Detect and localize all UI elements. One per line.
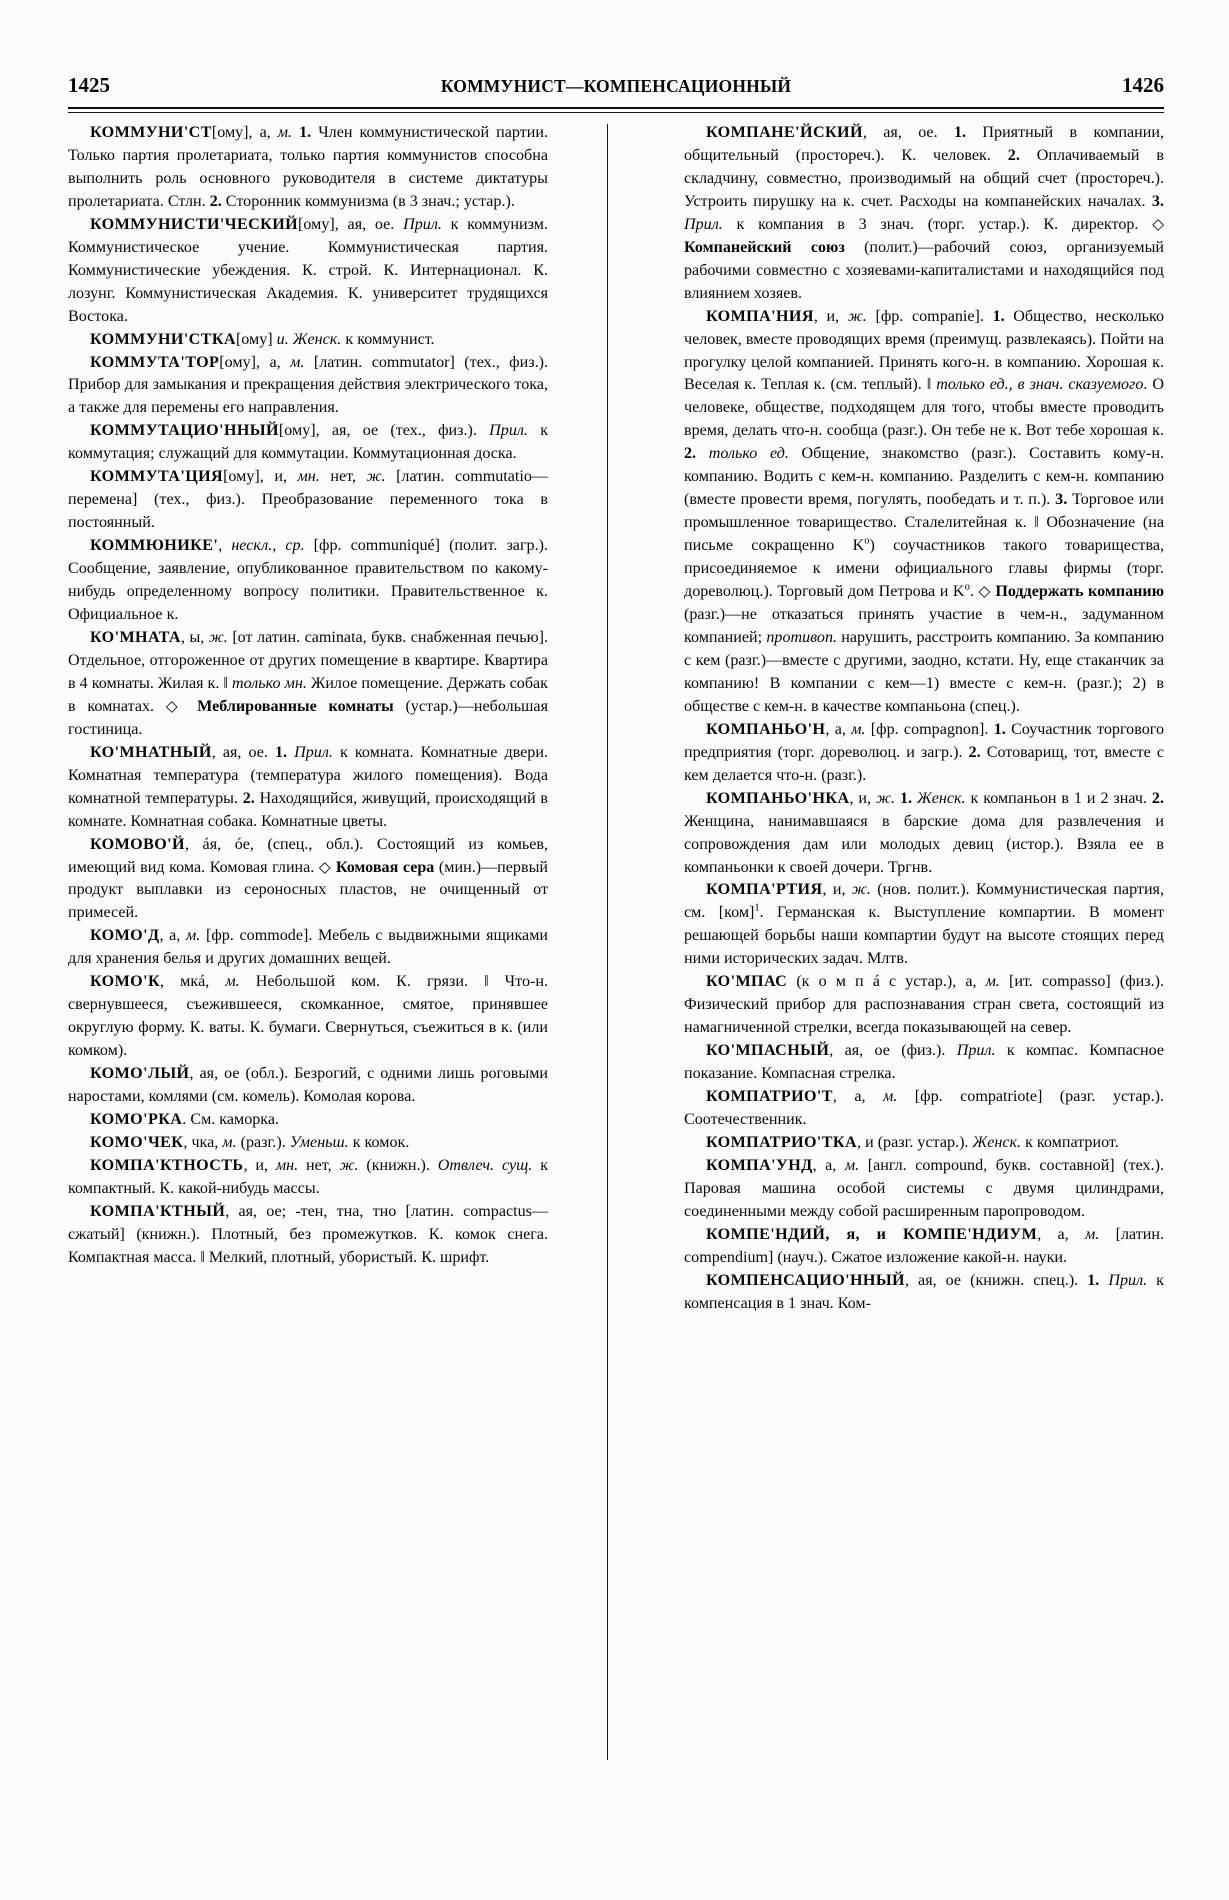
dictionary-entry: [68, 742, 548, 834]
entry-headword: КОММУТА'ТОР: [90, 353, 220, 371]
dictionary-entry: [68, 214, 548, 329]
dictionary-entry: [68, 971, 548, 1063]
entry-body: [ому], а, м. [латин. commutator] (тех., физ.). Прибор для замыкания и прекращения действия электрического тока, а также для перемены его направления.: [68, 353, 548, 417]
entry-body: (к о м п á с устар.), а, м. [ит. compasso] (физ.). Физический прибор для распознавания стран света, состоящий из намагниченной стрелки, всегда показывающей на север.: [684, 973, 1164, 1037]
entry-body: . См. каморка.: [182, 1110, 280, 1128]
entry-body: [ому], и, мн. нет, ж. [латин. commutatio—перемена] (тех., физ.). Преобразование переменного тока в постоянный.: [68, 468, 548, 532]
entry-headword: КОМПА'КТНЫЙ: [90, 1202, 226, 1220]
entry-body: , а, м. [англ. compound, букв. составной] (тех.). Паровая машина особой системы с двумя цилиндрами, соединенными между собой расширенным паропроводом.: [684, 1156, 1164, 1220]
entry-headword: КО'МНАТНЫЙ: [90, 743, 212, 761]
entry-headword: КОМПА'РТИЯ: [706, 881, 823, 899]
entry-headword: КО'МНАТА: [90, 628, 181, 646]
entry-headword: КОМПА'НИЯ: [706, 307, 814, 325]
entry-body: , нескл., ср. [фр. communiqué] (полит. загр.). Сообщение, заявление, опубликованное правительством по какому-нибудь определенному вопросу политики. Правительственное к. Официальное к.: [68, 537, 549, 624]
entry-body: , чка, м. (разг.). Уменьш. к комок.: [183, 1133, 410, 1151]
dictionary-entry: [684, 122, 1164, 306]
entry-body: , ы, ж. [от латин. caminata, букв. снабженная печью]. Отдельное, отгороженное от других помещение в квартире. Квартира в 4 комнаты. Жилая к. ‖ только мн. Жилое помещение. Держать собак в комнатах. ◇ Меблированные комнаты (устар.)—небольшая гостиница.: [68, 628, 548, 738]
running-head: КОММУНИСТ—КОМПЕНСАЦИОННЫЙ: [440, 75, 792, 96]
entry-headword: КОМПЕ'НДИЙ, я, и КОМПЕ'НДИУМ: [706, 1225, 1038, 1243]
dictionary-entry: [68, 466, 548, 535]
entry-headword: КОМПАНЬО'НКА: [706, 789, 850, 807]
entry-headword: КОМПА'КТНОСТЬ: [90, 1156, 244, 1174]
dictionary-entry: [68, 1132, 548, 1155]
entry-headword: КОММУНИ'СТ: [90, 124, 212, 141]
entry-body: [ому], ая, ое. Прил. к коммунизм. Коммунистическое учение. Коммунистическая партия. Коммунистические убеждения. К. строй. К. Интернационал. К. лозунг. Коммунистическая Академия. К. университет трудящихся Востока.: [68, 215, 548, 325]
dictionary-entry: [68, 627, 548, 742]
dictionary-entry: [684, 306, 1164, 719]
header-rule-thin: [68, 112, 1164, 113]
folio-right: 1426: [1121, 73, 1164, 97]
entry-body: , а, м. [фр. compagnon]. 1. Соучастник торгового предприятия (торг. дореволюц. и загр.). 2. Сотоварищ, тот, вместе с кем делается что-н. (разг.).: [684, 720, 1164, 784]
entry-headword: КОМО'К: [90, 973, 161, 991]
entry-headword: КОММУТАЦИО'ННЫЙ: [90, 422, 279, 440]
entry-body: , а, м. [фр. commode]. Мебель с выдвижными ящиками для хранения белья и других домашних вещей.: [68, 927, 548, 968]
dictionary-entry: [68, 122, 548, 214]
entry-body: , ая, ое; -тен, тна, тно [латин. compactus—сжатый] (книжн.). Плотный, без промежутков. К. комок снега. Компактная масса. ‖ Мелкий, плотный, убористый. К. шрифт.: [68, 1202, 548, 1266]
entry-body: , и, ж. (нов. полит.). Коммунистическая партия, см. [ком]$^1$. Германская к. Выступление компартии. В момент решающей борьбы наши компартии будут на высоте стоящих перед ними исторических задач. Млтв.: [684, 881, 1164, 968]
folio-left: 1425: [68, 73, 110, 97]
entry-headword: КОММЮНИКЕ': [90, 537, 219, 555]
entry-body: [ому], а, м. 1. Член коммунистической партии. Только партия пролетариата, только партия коммунистов способна выполнить роль основного руководителя в системе диктатуры пролетариата. Стлн. 2. Сторонник коммунизма (в 3 знач.; устар.).: [68, 124, 548, 210]
entry-headword: КОМПАТРИО'Т: [706, 1088, 833, 1106]
entry-headword: КОММУНИСТИ'ЧЕСКИЙ: [90, 215, 299, 233]
entry-body: , ая, ое. 1. Приятный в компании, общительный (простореч.). К. человек. 2. Оплачиваемый в складчину, совместно, производимый на общий счет (простореч.). Устроить пирушку на к. счет. Расходы на компанейских началах. 3. Прил. к компания в 3 знач. (торг. устар.). К. директор. ◇ Компанейский союз (полит.)—рабочий союз, организуемый рабочими совместно с хозяевами-капиталистами и находящийся под влиянием хозяев.: [684, 124, 1165, 302]
entry-headword: КОМО'РКА: [90, 1110, 183, 1128]
dictionary-entry: [684, 1270, 1164, 1316]
dictionary-entry: [684, 719, 1164, 788]
entry-body: , и, ж. 1. Женск. к компаньон в 1 и 2 знач. 2. Женщина, нанимавшаяся в барские дома для развлечения и сопровождения дам или молодых девиц (истор.). Взяла ее в компаньонки к своей дочери. Тргнв.: [684, 789, 1164, 876]
entry-body: , áя, óе, (спец., обл.). Состоящий из комьев, имеющий вид кома. Комовая глина. ◇ Комовая сера (мин.)—первый продукт выплавки из сероносных пластов, не очищенный от примесей.: [68, 835, 548, 922]
entry-body: , и (разг. устар.). Женск. к компатриот.: [857, 1133, 1119, 1151]
entry-headword: КОМО'ЧЕК: [90, 1133, 184, 1151]
dictionary-entry: [68, 1155, 548, 1201]
dictionary-entry: [684, 788, 1164, 880]
entry-body: , ая, ое (обл.). Безрогий, с одними лишь роговыми наростами, комлями (см. комель). Комолая корова.: [68, 1065, 548, 1106]
entry-headword: КОММУТА'ЦИЯ: [90, 468, 224, 486]
entry-body: , а, м. [фр. compatriote] (разг. устар.). Соотечественник.: [684, 1088, 1164, 1128]
dictionary-entry: [684, 879, 1164, 971]
dictionary-entry: [68, 1109, 548, 1132]
entry-body: , и, ж. [фр. companie]. 1. Общество, несколько человек, вместе проводящих время (преимущ. развлекаясь). Пойти на прогулку целой компанией. Принять кого-н. в компанию. Хорошая к. Веселая к. Теплая к. (см. теплый). ‖ только ед., в знач. сказуемого. О человеке, обществе, подходящем для того, чтобы вместе проводить время, делать что-н. сообща (разг.). Он тебе не к. Вот тебе хорошая к. 2. только ед. Общение, знакомство (разг.). Составить кому-н. компанию. Водить с кем-н. компанию. Разделить с кем-н. компанию (вместе провести время, погулять, пообедать и т. п.). 3. Торговое или промышленное товарищество. Сталелитейная к. ‖ Обозначение (на письме сокращенно $K^o$) соучастников такого товарищества, присоединяемое к имени официального главы фирмы (торг. дореволюц.). Торговый дом Петрова и $K^o$. ◇ Поддержать компанию (разг.)—не отказаться принять участие в чем-н., задуманном компанией; противоп. нарушить, расстроить компанию. За компанию с кем (разг.)—вместе с другими, заодно, кстати. Ну, еще стаканчик за компанию! В компании с кем—1) вместе с кем-н. (разг.); 2) в обществе с кем-н. в качестве компаньона (спец.).: [684, 307, 1165, 715]
dictionary-entry: [68, 329, 548, 352]
dictionary-entry: [68, 352, 548, 421]
entry-body: [ому], ая, ое (тех., физ.). Прил. к коммутация; служащий для коммутации. Коммутационная доска.: [68, 422, 549, 463]
entry-headword: КОМО'ЛЫЙ: [90, 1065, 190, 1083]
dictionary-entry: [684, 1224, 1164, 1270]
dictionary-entry: [68, 1063, 548, 1109]
entry-headword: КОМПА'УНД: [706, 1156, 813, 1174]
dictionary-entry: [68, 535, 548, 627]
entry-headword: КОМО'Д: [90, 927, 160, 945]
entry-headword: КОМПАНЕ'ЙСКИЙ: [706, 124, 863, 141]
entry-body: , ая, ое. 1. Прил. к комната. Комнатные двери. Комнатная температура (температура жилого помещения). Вода комнатной температуры. 2. Находящийся, живущий, происходящий в комнате. Комнатная собака. Комнатные цветы.: [68, 743, 548, 830]
dictionary-entry: [684, 1086, 1164, 1132]
column-left: [68, 122, 548, 1762]
entry-body: , ая, ое (книжн. спец.). 1. Прил. к компенсация в 1 знач. Ком-: [684, 1271, 1164, 1312]
entry-body: , мкá, м. Небольшой ком. К. грязи. ‖ Что-н. свернувшееся, съежившееся, скомканное, смятое, принявшее округлую форму. К. ваты. К. бумаги. Свернуться, съежиться в к. (или комком).: [68, 973, 548, 1060]
entry-headword: КОМПАНЬО'Н: [706, 720, 826, 738]
dictionary-entry: [684, 971, 1164, 1040]
dictionary-entry: [68, 1201, 548, 1270]
entry-body: , а, м. [латин. compendium] (науч.). Сжатое изложение какой-н. науки.: [684, 1225, 1164, 1266]
entry-body: , и, мн. нет, ж. (книжн.). Отвлеч. сущ. к компактный. К. какой-нибудь массы.: [68, 1156, 549, 1197]
dictionary-entry: [68, 834, 548, 926]
entry-headword: КОМПАТРИО'ТКА: [706, 1133, 858, 1151]
entry-headword: КО'МПАСНЫЙ: [706, 1042, 830, 1060]
dictionary-entry: [684, 1132, 1164, 1155]
column-right: [684, 122, 1164, 1762]
dictionary-entry: [684, 1040, 1164, 1086]
entry-headword: КОММУНИ'СТКА: [90, 330, 236, 348]
entry-headword: КОМОВО'Й: [90, 835, 185, 853]
dictionary-entry: [68, 925, 548, 971]
text-columns: [68, 122, 1164, 1762]
page-header: [68, 62, 1164, 96]
dictionary-entry: [68, 420, 548, 466]
dictionary-entry: [684, 1155, 1164, 1224]
entry-body: , ая, ое (физ.). Прил. к компас. Компасное показание. Компасная стрелка.: [684, 1042, 1164, 1083]
entry-headword: КО'МПАС: [706, 973, 788, 991]
entry-body: [ому] и. Женск. к коммунист.: [235, 330, 435, 348]
header-rule-thick: [68, 107, 1164, 109]
entry-headword: КОМПЕНСАЦИО'ННЫЙ: [706, 1271, 905, 1289]
